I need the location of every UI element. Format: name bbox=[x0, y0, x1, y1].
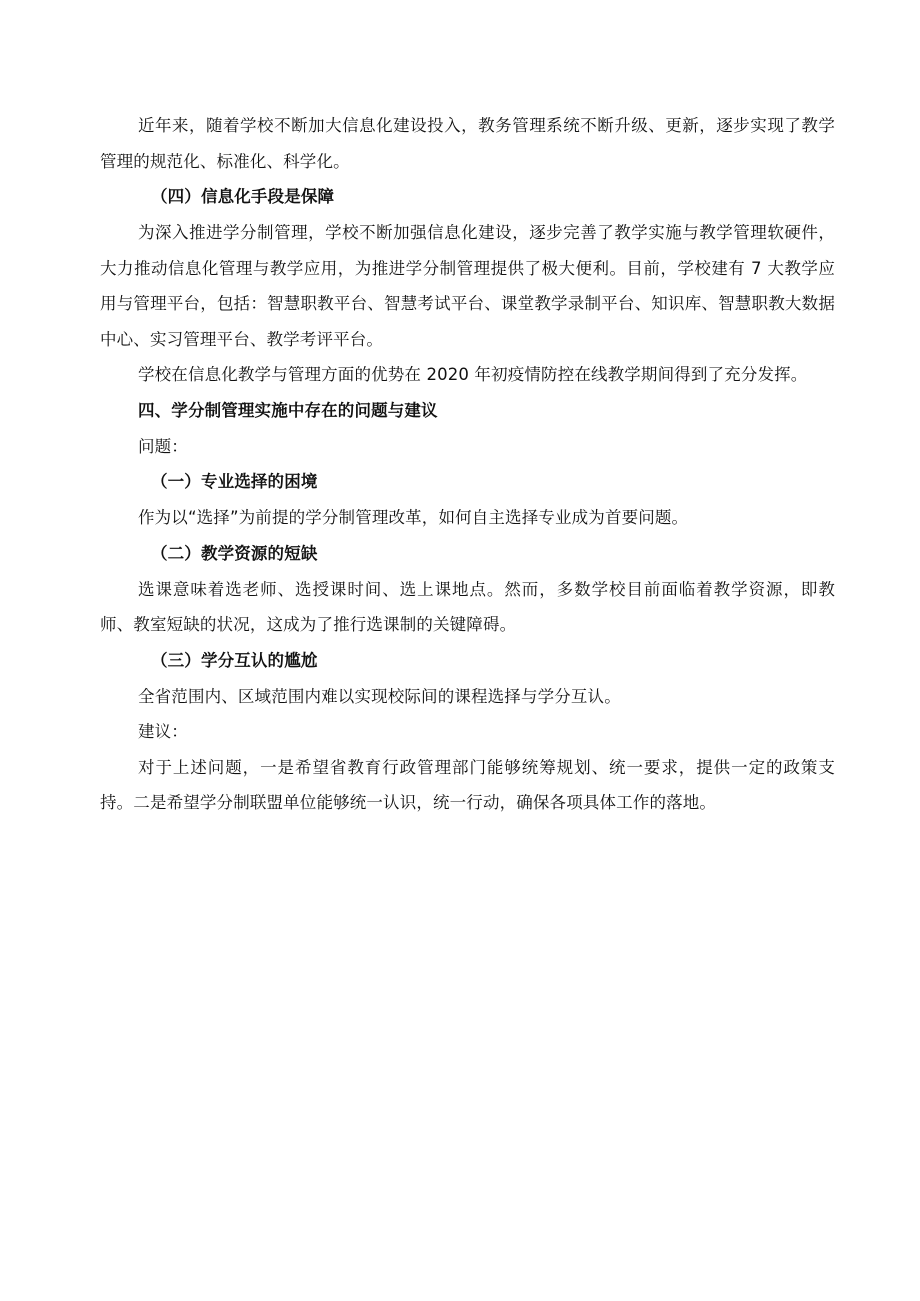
subheading-it-support: （四）信息化手段是保障 bbox=[151, 187, 335, 206]
paragraph-digitalization-progress: 近年来，随着学校不断加大信息化建设投入，教务管理系统不断升级、更新，逐步实现了教学管理的规范化、标准化、科学化。 bbox=[100, 116, 835, 171]
paragraph-suggestions: 对于上述问题，一是希望省教育行政管理部门能够统筹规划、统一要求，提供一定的政策支持。二是希望学分制联盟单位能够统一认识，统一行动，确保各项具体工作的落地。 bbox=[100, 757, 835, 812]
paragraph-credit-recognition: 全省范围内、区域范围内难以实现校际间的课程选择与学分互认。 bbox=[138, 686, 621, 706]
paragraph-it-platforms: 为深入推进学分制管理，学校不断加强信息化建设，逐步完善了教学实施与教学管理软硬件，大力推动信息化管理与教学应用，为推进学分制管理提供了极大便利。目前，学校建有 7 大教学应用与管理平台，包括：智慧职教平台、智慧考试平台、课堂教学录制平台、知识库、智慧职教大数据中心、实习管理平台、教学考评平台。 bbox=[100, 223, 835, 349]
section-heading-problems-suggestions: 四、学分制管理实施中存在的问题与建议 bbox=[138, 400, 438, 420]
subheading-credit-recognition: （三）学分互认的尴尬 bbox=[151, 650, 318, 670]
subheading-resource-shortage: （二）教学资源的短缺 bbox=[151, 543, 318, 563]
document-body bbox=[100, 108, 835, 821]
label-problems: 问题： bbox=[138, 436, 188, 456]
paragraph-resource-shortage: 选课意味着选老师、选授课时间、选上课地点。然而，多数学校目前面临着教学资源，即教师、教室短缺的状况，这成为了推行选课制的关键障碍。 bbox=[100, 579, 835, 634]
subheading-major-selection: （一）专业选择的困境 bbox=[151, 472, 318, 491]
label-suggestions: 建议： bbox=[138, 722, 188, 741]
paragraph-major-selection: 作为以“选择”为前提的学分制管理改革，如何自主选择专业成为首要问题。 bbox=[138, 508, 689, 527]
paragraph-online-teaching: 学校在信息化教学与管理方面的优势在 2020 年初疫情防控在线教学期间得到了充分发挥。 bbox=[138, 365, 808, 384]
